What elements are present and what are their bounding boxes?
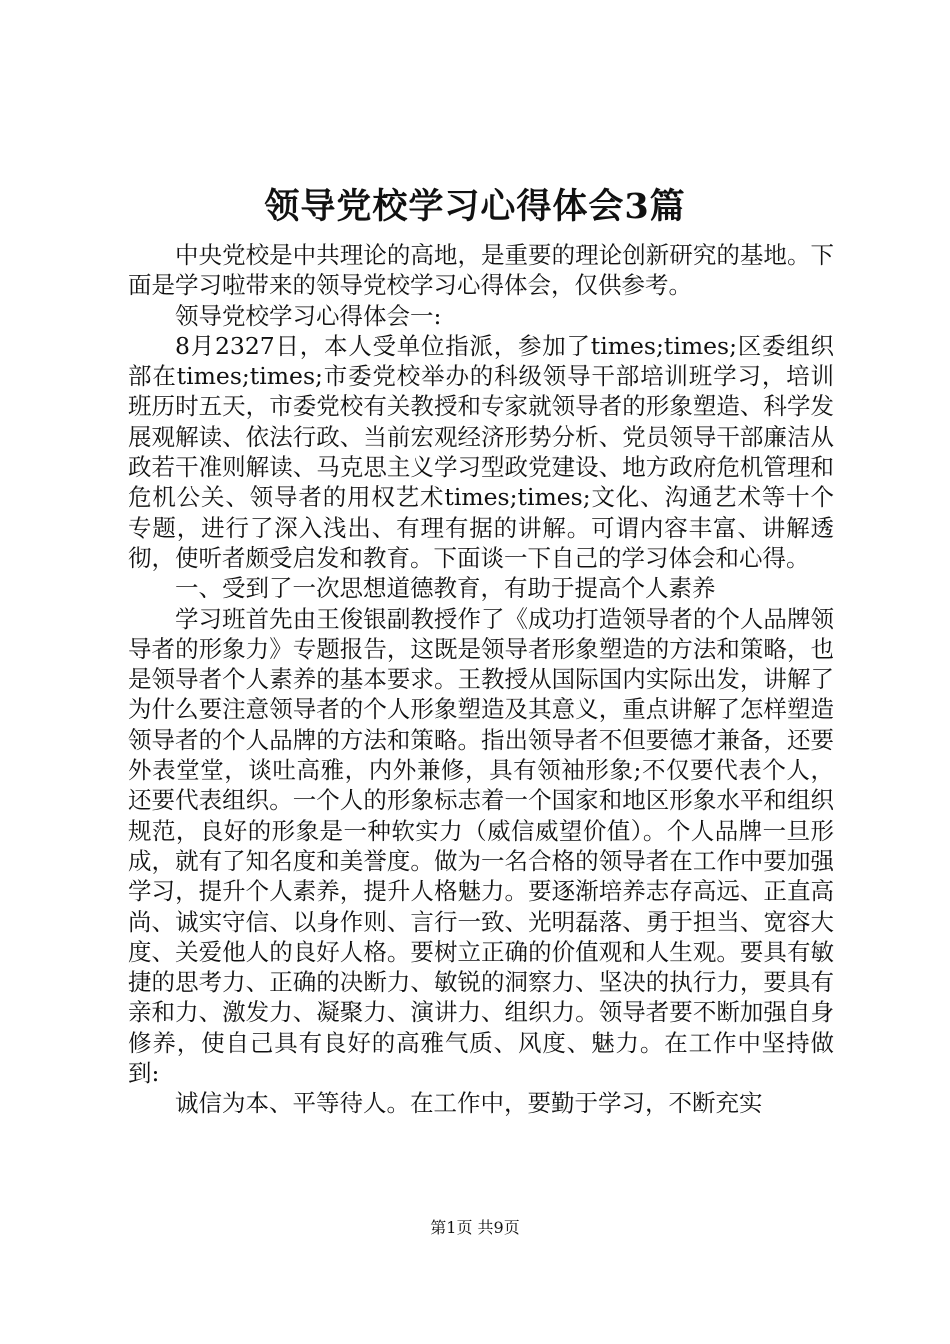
document-title: 领导党校学习心得体会3篇 [264,186,686,227]
paragraph-point-one-heading: 一、受到了一次思想道德教育，有助于提高个人素养 [175,574,716,603]
paragraph-intro: 中央党校是中共理论的高地，是重要的理论创新研究的基地。下面是学习啦带来的领导党校学习心得体会，仅供参考。 [128,241,834,300]
page-footer: 第1页 共9页 [430,1218,520,1237]
paragraph-point-one-body: 学习班首先由王俊银副教授作了《成功打造领导者的个人品牌领导者的形象力》专题报告，这既是领导者形象塑造的方法和策略，也是领导者个人素养的基本要求。王教授从国际国内实际出发，讲解了为什么要注意领导者的个人形象塑造及其意义，重点讲解了怎样塑造领导者的个人品牌的方法和策略。指出领导者不但要德才兼备，还要外表堂堂，谈吐高雅，内外兼修，具有领袖形象;不仅要代表个人，还要代表组织。一个人的形象标志着一个国家和地区形象水平和组织规范，良好的形象是一种软实力（威信威望价值）。个人品牌一旦形成，就有了知名度和美誉度。做为一名合格的领导者在工作中要加强学习，提升个人素养，提升人格魅力。要逐渐培养志存高远、正直高尚、诚实守信、以身作则、言行一致、光明磊落、勇于担当、宽容大度、关爱他人的良好人格。要树立正确的价值观和人生观。要具有敏捷的思考力、正确的决断力、敏锐的洞察力、坚决的执行力，要具有亲和力、激发力、凝聚力、演讲力、组织力。领导者要不断加强自身修养，使自己具有良好的高雅气质、风度、魅力。在工作中坚持做到: [128,604,834,1088]
document-body [128,240,834,1119]
paragraph-continuation: 诚信为本、平等待人。在工作中，要勤于学习，不断充实 [175,1089,763,1118]
paragraph-training-summary: 8月2327日，本人受单位指派，参加了times;times;区委组织部在times;times;市委党校举办的科级领导干部培训班学习，培训班历时五天，市委党校有关教授和专家就领导者的形象塑造、科学发展观解读、依法行政、当前宏观经济形势分析、党员领导干部廉洁从政若干准则解读、马克思主义学习型政党建设、地方政府危机管理和危机公关、领导者的用权艺术times;times;文化、沟通艺术等十个专题，进行了深入浅出、有理有据的讲解。可谓内容丰富、讲解透彻，使听者颇受启发和教育。下面谈一下自己的学习体会和心得。 [128,331,834,572]
paragraph-section-heading: 领导党校学习心得体会一: [175,301,442,330]
